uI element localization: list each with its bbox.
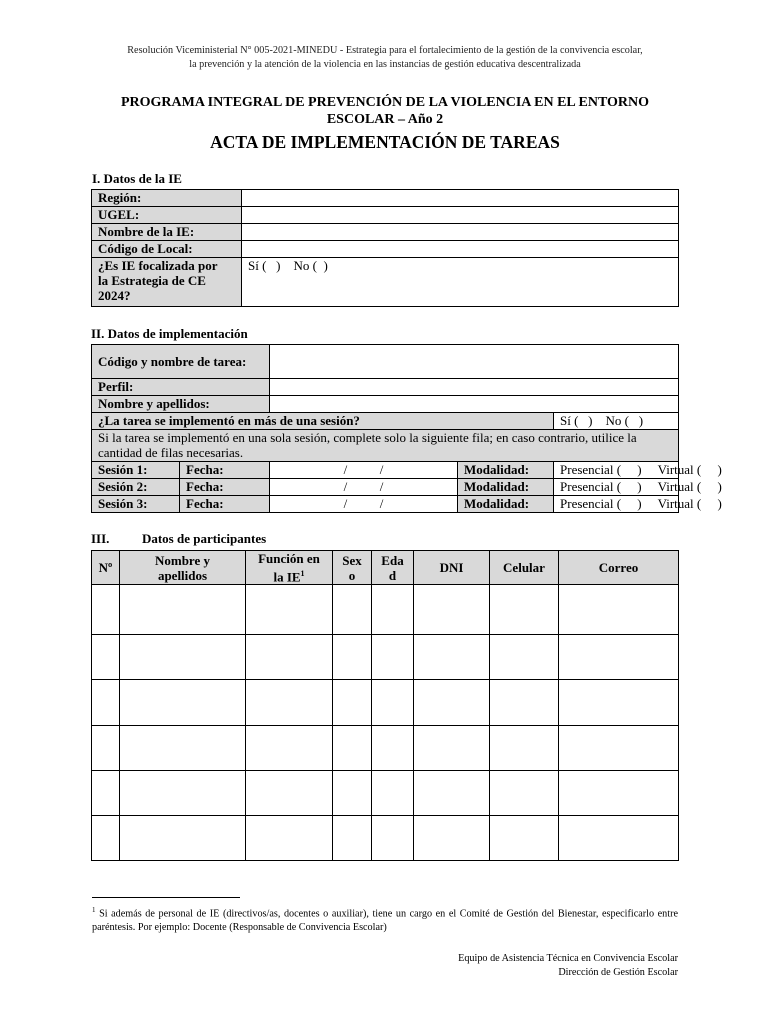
ugel-field[interactable] [242,207,679,224]
session-1-modality-field[interactable]: Presencial ( ) Virtual ( ) [554,462,679,479]
cell-function[interactable] [246,816,333,861]
cell-number[interactable] [92,680,120,726]
header-line-1: Resolución Viceministerial N° 005-2021-MINEDU - Estrategia para el fortalecimiento de la gestión de la convivencia escolar, [127,45,643,56]
document-footer [458,952,678,980]
col-phone: Celular [490,551,559,585]
table-row [92,771,679,816]
cell-age[interactable] [372,585,414,635]
cell-name[interactable] [120,635,246,680]
section-1-heading: I. Datos de la IE [92,171,182,186]
session-2-modality-label: Modalidad: [458,479,554,496]
session-instructions-line-1: Si la tarea se implementó en una sola sesión, complete solo la siguiente fila; en caso contrario, utilice la [98,430,637,445]
cell-function[interactable] [246,726,333,771]
cell-name[interactable] [120,680,246,726]
region-label: Región: [92,190,242,207]
col-sex [333,551,372,585]
col-name-line-1: Nombre y [154,552,210,568]
col-function [246,551,333,585]
col-number: Nº [92,551,120,585]
session-1-date-label: Fecha: [180,462,270,479]
document-title: ACTA DE IMPLEMENTACIÓN DE TAREAS [210,132,560,152]
cell-phone[interactable] [490,726,559,771]
cell-phone[interactable] [490,771,559,816]
focalized-label-line-3: 2024? [98,288,131,303]
section-3-number: III. [91,531,110,546]
col-age [372,551,414,585]
cell-sex[interactable] [333,680,372,726]
table-row [92,726,679,771]
multi-session-answer[interactable]: Sí ( ) No ( ) [554,413,679,430]
footnote-mark: 1 [92,906,96,914]
cell-sex[interactable] [333,635,372,680]
local-code-label: Código de Local: [92,241,242,258]
task-code-label: Código y nombre de tarea: [92,345,270,379]
ie-name-label: Nombre de la IE: [92,224,242,241]
session-3-date-field[interactable]: / / [270,496,458,513]
col-function-text: la IE [273,569,301,585]
cell-function[interactable] [246,680,333,726]
col-function-line-1: Función en [258,551,320,566]
program-title-line-1: PROGRAMA INTEGRAL DE PREVENCIÓN DE LA VIOLENCIA EN EL ENTORNO [120,95,650,110]
session-instructions [92,430,679,462]
cell-age[interactable] [372,635,414,680]
session-1-date-field[interactable]: / / [270,462,458,479]
implementation-table [91,344,722,513]
cell-dni[interactable] [414,585,490,635]
focalized-answer[interactable]: Sí ( ) No ( ) [242,258,679,307]
footer-line-2: Dirección de Gestión Escolar [558,967,678,978]
profile-label: Perfil: [92,379,270,396]
cell-phone[interactable] [490,635,559,680]
cell-dni[interactable] [414,816,490,861]
cell-email[interactable] [559,585,679,635]
profile-field[interactable] [270,379,679,396]
full-name-field[interactable] [270,396,679,413]
cell-number[interactable] [92,585,120,635]
cell-sex[interactable] [333,585,372,635]
ie-data-table [91,189,679,307]
cell-dni[interactable] [414,635,490,680]
cell-function[interactable] [246,635,333,680]
footnote [92,903,678,935]
footer-line-1: Equipo de Asistencia Técnica en Convivencia Escolar [458,953,678,964]
header-line-2: la prevención y la atención de la violencia en las instancias de gestión educativa descentralizada [189,59,581,70]
col-age-line-2: d [388,567,397,583]
session-2-date-field[interactable]: / / [270,479,458,496]
col-age-line-1: Eda [381,552,404,568]
session-instructions-line-2: cantidad de filas necesarias. [98,445,244,460]
cell-age[interactable] [372,771,414,816]
footnote-text: Si además de personal de IE (directivos/as, docentes o auxiliar), tiene un cargo en el Comité de Gestión del Bienestar, especificarlo entre paréntesis. Por ejemplo: Docente (Responsable de Convivencia Escolar) [92,908,678,934]
cell-age[interactable] [372,726,414,771]
cell-dni[interactable] [414,771,490,816]
cell-phone[interactable] [490,816,559,861]
col-email: Correo [559,551,679,585]
ie-name-field[interactable] [242,224,679,241]
cell-email[interactable] [559,816,679,861]
focalized-label-line-2: la Estrategia de CE [98,273,206,288]
cell-sex[interactable] [333,771,372,816]
col-dni: DNI [414,551,490,585]
footnote-ref[interactable]: 1 [300,569,305,578]
cell-name[interactable] [120,816,246,861]
participants-header-row [92,551,679,585]
task-code-field[interactable] [270,345,679,379]
cell-email[interactable] [559,635,679,680]
col-name-line-2: apellidos [157,567,208,583]
cell-name[interactable] [120,585,246,635]
session-3-label: Sesión 3: [92,496,180,513]
cell-sex[interactable] [333,816,372,861]
cell-dni[interactable] [414,726,490,771]
session-3-modality-field[interactable]: Presencial ( ) Virtual ( ) [554,496,679,513]
session-2-date-label: Fecha: [180,479,270,496]
local-code-field[interactable] [242,241,679,258]
region-field[interactable] [242,190,679,207]
col-sex-line-1: Sex [342,552,362,568]
section-2-heading: II. Datos de implementación [91,326,248,341]
table-row [92,585,679,635]
cell-email[interactable] [559,680,679,726]
program-title-line-2: ESCOLAR – Año 2 [326,112,444,127]
section-3-heading [91,531,266,547]
cell-function[interactable] [246,585,333,635]
session-3-modality-label: Modalidad: [458,496,554,513]
col-sex-line-2: o [348,567,356,583]
section-3-title: Datos de participantes [141,531,267,546]
cell-name[interactable] [120,771,246,816]
cell-number[interactable] [92,635,120,680]
session-1-label: Sesión 1: [92,462,180,479]
cell-email[interactable] [559,726,679,771]
cell-phone[interactable] [490,680,559,726]
footnote-divider [92,897,240,898]
table-row [92,635,679,680]
cell-name[interactable] [120,726,246,771]
cell-number[interactable] [92,771,120,816]
cell-age[interactable] [372,816,414,861]
ugel-label: UGEL: [92,207,242,224]
cell-email[interactable] [559,771,679,816]
program-title [80,94,690,128]
cell-phone[interactable] [490,585,559,635]
session-2-label: Sesión 2: [92,479,180,496]
cell-number[interactable] [92,726,120,771]
cell-function[interactable] [246,771,333,816]
focalized-label [92,258,242,307]
table-row [92,680,679,726]
full-name-label: Nombre y apellidos: [92,396,270,413]
cell-age[interactable] [372,680,414,726]
session-3-date-label: Fecha: [180,496,270,513]
session-2-modality-field[interactable]: Presencial ( ) Virtual ( ) [554,479,679,496]
multi-session-question: ¿La tarea se implementó en más de una sesión? [92,413,554,430]
focalized-label-line-1: ¿Es IE focalizada por [98,258,218,273]
session-1-modality-label: Modalidad: [458,462,554,479]
document-header [80,44,690,72]
table-row [92,816,679,861]
participants-table [91,550,679,861]
cell-sex[interactable] [333,726,372,771]
cell-dni[interactable] [414,680,490,726]
col-function-line-2 [248,566,330,584]
cell-number[interactable] [92,816,120,861]
col-name [120,551,246,585]
